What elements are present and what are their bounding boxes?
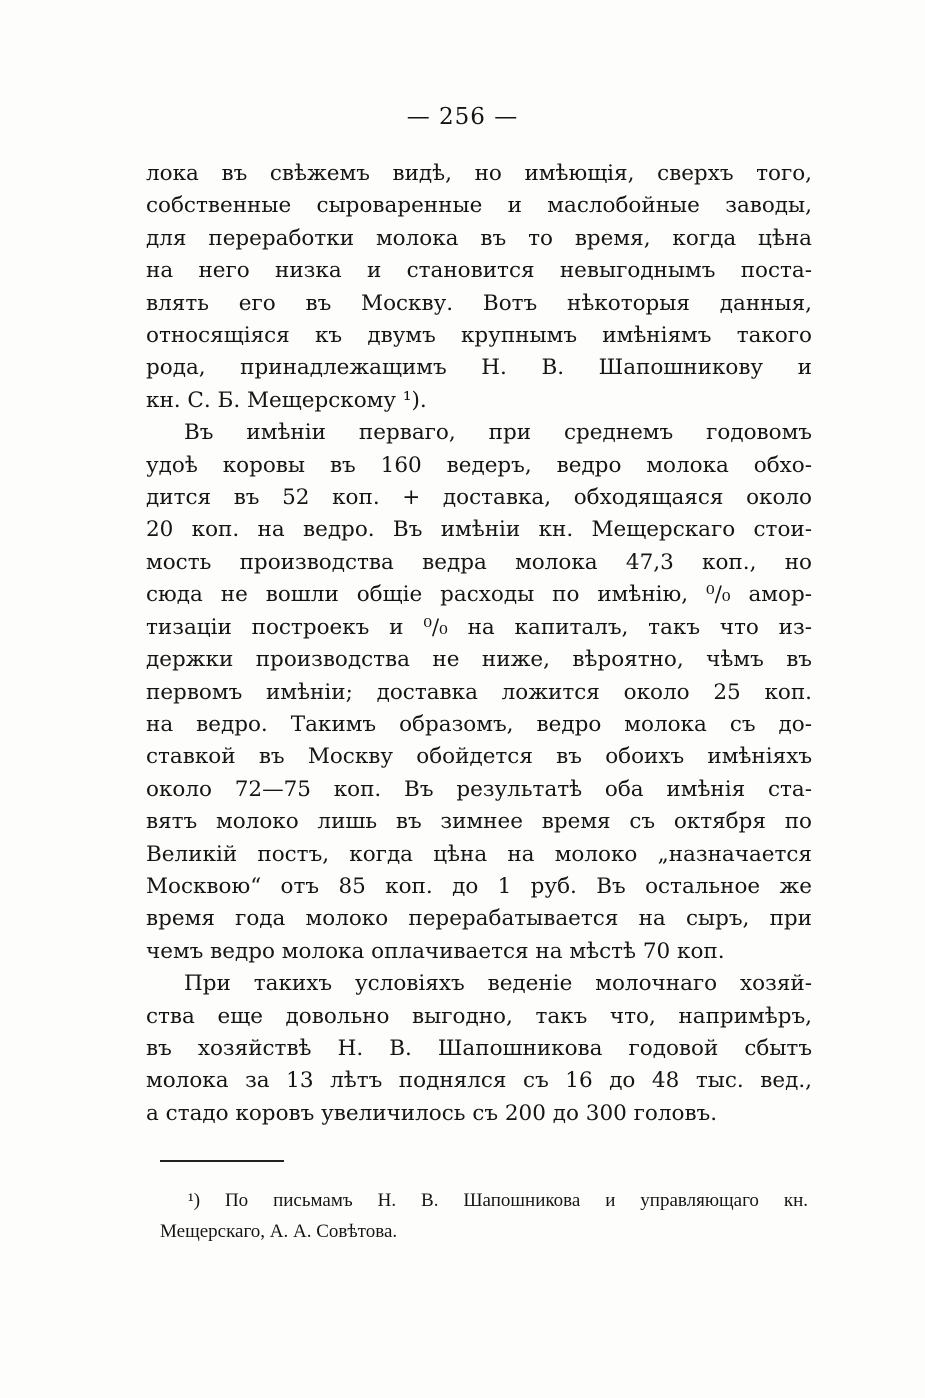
footnote xyxy=(160,1185,808,1247)
text-line: на ведро. Такимъ образомъ, ведро молока съ до- xyxy=(146,711,812,737)
text-line: лока въ свѣжемъ видѣ, но имѣющія, сверхъ того, xyxy=(146,161,812,186)
text-line: а стадо коровъ увеличилось съ 200 до 300 головъ. xyxy=(146,1100,718,1126)
text-line: въ хозяйствѣ Н. В. Шапошникова годовой сбытъ xyxy=(146,1035,812,1061)
text-line: тизаціи построекъ и ⁰/₀ на капиталъ, такъ что из- xyxy=(146,614,812,640)
page-number: — 256 — xyxy=(406,104,519,130)
text-line: вятъ молоко лишь въ зимнее время съ октября по xyxy=(146,809,812,835)
text-line: ставкой въ Москву обойдется въ обоихъ имѣніяхъ xyxy=(146,744,812,770)
text-line: рода, принадлежащимъ Н. В. Шапошникову и xyxy=(146,355,812,381)
text-line: удоѣ коровы въ 160 ведеръ, ведро молока обхо- xyxy=(146,452,812,478)
text-line: чемъ ведро молока оплачивается на мѣстѣ 70 коп. xyxy=(146,938,725,964)
text-line: 20 коп. на ведро. Въ имѣніи кн. Мещерскаго стои- xyxy=(146,517,812,543)
text-line: влять его въ Москву. Вотъ нѣкоторыя данныя, xyxy=(146,290,812,316)
text-line: Въ имѣніи перваго, при среднемъ годовомъ xyxy=(184,420,812,446)
text-line: около 72—75 коп. Въ результатѣ оба имѣнія ста- xyxy=(146,776,812,802)
text-line: относящіяся къ двумъ крупнымъ имѣніямъ такого xyxy=(146,323,812,349)
text-line: собственные сыроваренные и маслобойные заводы, xyxy=(146,193,812,219)
text-line: ства еще довольно выгодно, такъ что, напримѣръ, xyxy=(146,1003,812,1029)
text-line: Москвою“ отъ 85 коп. до 1 руб. Въ остальное же xyxy=(146,873,812,899)
text-line: сюда не вошли общіе расходы по имѣнію, ⁰/₀ амор- xyxy=(146,582,812,608)
text-line: дится въ 52 коп. + доставка, обходящаяся около xyxy=(146,485,812,511)
text-line: кн. С. Б. Мещерскому ¹). xyxy=(146,387,427,413)
text-line: держки производства не ниже, вѣроятно, чѣмъ въ xyxy=(146,647,812,673)
footnote-line: Мещерскаго, А. А. Совѣтова. xyxy=(160,1221,398,1242)
text-line: Великій постъ, когда цѣна на молоко „назначается xyxy=(146,841,812,867)
text-line: При такихъ условіяхъ веденіе молочнаго хозяй- xyxy=(184,971,812,997)
text-line: молока за 13 лѣтъ поднялся съ 16 до 48 тыс. вед., xyxy=(146,1068,812,1094)
main-text xyxy=(146,158,812,1130)
text-line: время года молоко перерабатывается на сыръ, при xyxy=(146,906,812,932)
footnote-divider xyxy=(160,1160,284,1162)
text-line: мость производства ведра молока 47,3 коп., но xyxy=(146,549,812,575)
text-line: первомъ имѣніи; доставка ложится около 25 коп. xyxy=(146,679,812,705)
footnote-line: ¹) По письмамъ Н. В. Шапошникова и управляющаго кн. xyxy=(188,1190,808,1211)
text-line: для переработки молока въ то время, когда цѣна xyxy=(146,225,812,251)
text-line: на него низка и становится невыгоднымъ поста- xyxy=(146,258,812,284)
